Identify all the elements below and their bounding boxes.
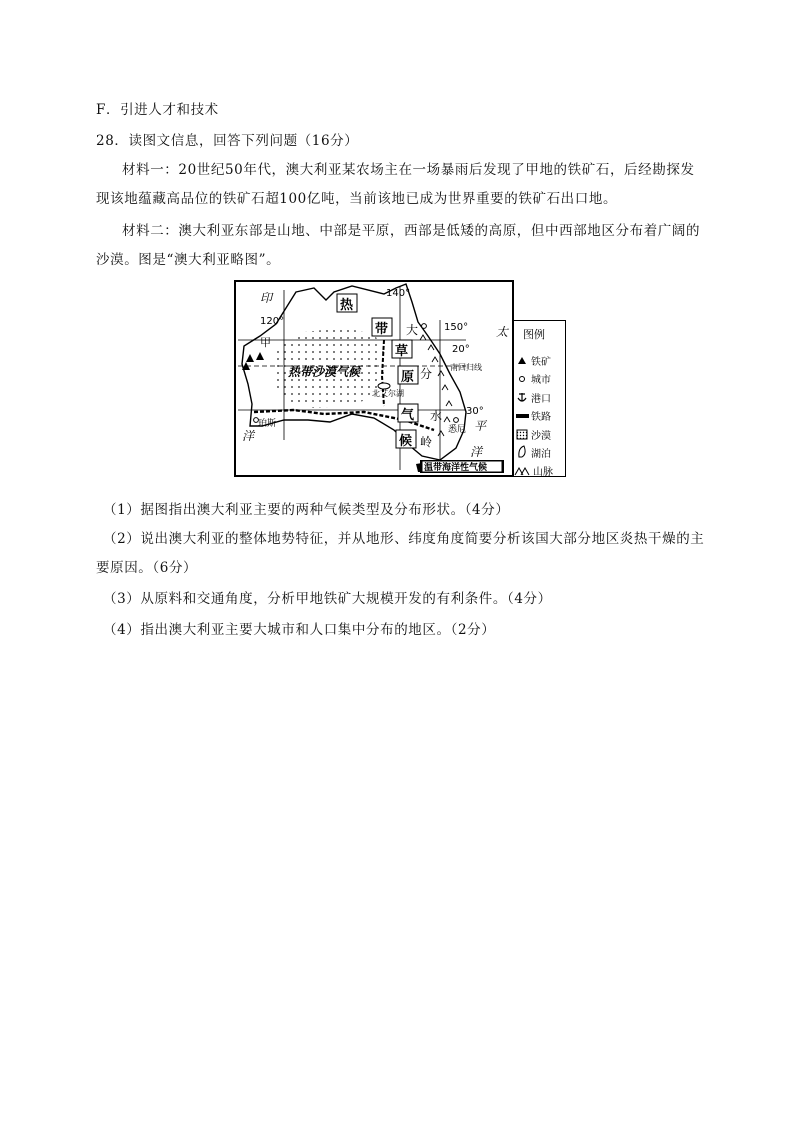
railway-icon [516,414,529,418]
question-3: （3）从原料和交通角度，分析甲地铁矿大规模开发的有利条件。（4分） [103,591,552,607]
lon-label-120: 120° [260,316,285,327]
legend-item-city: 城市 [531,375,551,386]
ocean-label-ping: 平 [474,419,487,433]
range-char-2: 分 [420,367,433,381]
australia-map [234,280,514,477]
lon-label-150: 150° [444,322,469,333]
desert-climate-label: 热带沙漠气候 [288,365,361,379]
lat-label-30: 30° [466,406,484,417]
boxed-char-5: 气 [401,408,415,423]
range-char-1: 大 [406,323,419,337]
boxed-char-3: 草 [395,344,409,359]
legend-item-lake: 湖泊 [531,449,551,460]
tropic-label: 南回归线 [450,363,482,372]
city-north-dot [422,324,427,329]
ocean-label-yang-west: 洋 [242,429,255,443]
boxed-char-1: 热 [340,298,354,313]
boxed-char-2: 带 [375,322,389,337]
lon-label-140: 140° [386,288,411,299]
legend-item-mountain: 山脉 [533,467,553,477]
question-4: （4）指出澳大利亚主要大城市和人口集中分布的地区。（2分） [103,622,496,638]
material-2-line-2: 沙漠。图是“澳大利亚略图”。 [96,252,281,268]
temperate-climate-label: 温带海洋性气候 [424,463,488,473]
question-2-line-1: （2）说出澳大利亚的整体地势特征，并从地形、纬度角度简要分析该国大部分地区炎热干燥的主 [103,531,705,547]
lake-label: 北艾尔湖 [372,389,404,398]
range-char-4: 岭 [420,435,433,449]
place-jia: 甲 [260,336,271,349]
desert-icon [517,430,527,439]
legend-item-port: 港口 [531,394,551,405]
material-1-line-1: 材料一：20世纪50年代，澳大利亚某农场主在一场暴雨后发现了甲地的铁矿石，后经勘探发 [122,162,695,178]
legend-title: 图例 [523,328,545,341]
option-f: F．引进人才和技术 [96,102,219,118]
question-2-line-2: 要原因。（6分） [96,560,198,576]
material-1-line-2: 现该地蕴藏高品位的铁矿石超100亿吨，当前该地已成为世界重要的铁矿石出口地。 [96,191,618,207]
legend-item-railway: 铁路 [531,412,551,423]
city-perth-label: 珀斯 [258,419,277,429]
boxed-char-6: 候 [399,434,413,449]
lat-label-20: 20° [452,344,470,355]
city-icon [520,377,525,382]
ocean-label-yang-east: 洋 [470,445,483,459]
legend-item-desert: 沙漠 [531,431,551,442]
ocean-label-yin: 印 [260,291,273,305]
boxed-char-4: 原 [401,370,415,385]
material-2-line-1: 材料二：澳大利亚东部是山地、中部是平原，西部是低矮的高原，但中西部地区分布着广阔的 [122,223,701,239]
question-28-title: 28．读图文信息，回答下列问题（16分） [96,133,359,149]
range-char-3: 水 [430,409,443,423]
map-legend [513,320,566,477]
ocean-label-tai: 太 [496,325,509,339]
question-1: （1）据图指出澳大利亚主要的两种气候类型及分布形状。（4分） [103,502,510,518]
legend-item-iron: 铁矿 [531,357,551,368]
city-sydney-dot [454,418,459,423]
city-sydney-label: 悉尼 [448,425,467,435]
